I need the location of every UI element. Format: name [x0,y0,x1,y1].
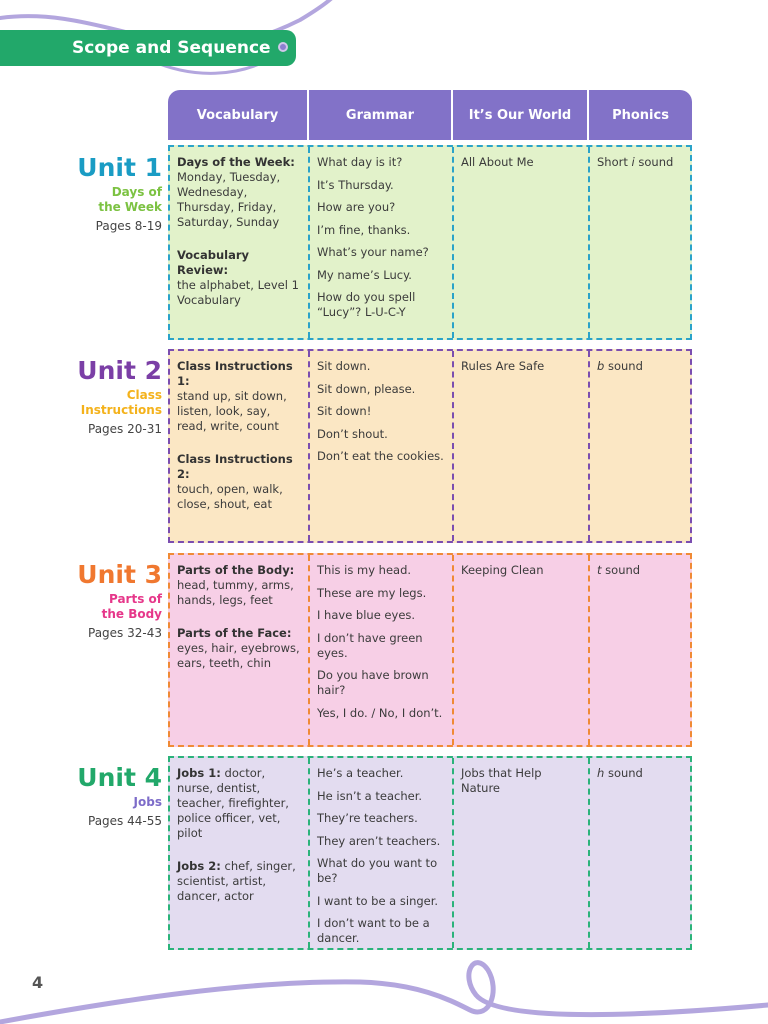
phonics-post: sound [601,563,641,577]
vocab-title: Class Instructions 1: [177,359,293,388]
grammar-cell [310,147,454,338]
header-vocabulary: Vocabulary [168,90,309,140]
vocab-text: head, tummy, arms, hands, legs, feet [177,578,294,607]
grammar-cell [310,555,454,745]
unit-2-row [168,349,692,543]
phonics-cell [590,351,690,541]
vocabulary-cell [170,351,310,541]
vocabulary-cell [170,758,310,948]
grammar-line: They aren’t teachers. [317,833,441,848]
table-header [168,90,692,140]
grammar-line: I’m fine, thanks. [317,222,411,237]
vocab-title: Jobs 1: [177,766,221,780]
grammar-line: What’s your name? [317,245,429,259]
vocab-text: doctor, nurse, dentist, teacher, firefighter, police officer, vet, pilot [177,766,289,840]
section-banner [0,30,296,66]
banner-knob-icon [278,42,288,52]
unit-title: Unit 2 [77,356,162,385]
phonics-pre: Short [597,155,632,169]
unit-title: Unit 3 [77,560,162,589]
phonics-letter: h [597,766,605,780]
vocab-text: eyes, hair, eyebrows, ears, teeth, chin [177,641,300,670]
phonics-letter: t [597,563,602,577]
vocab-title: Jobs 2: [177,859,221,873]
vocab-text: stand up, sit down, listen, look, say, read, write, count [177,389,287,433]
grammar-cell [310,758,454,948]
phonics-cell [590,147,690,338]
grammar-line: How are you? [317,200,396,214]
unit-3-row [168,553,692,747]
grammar-cell [310,351,454,541]
grammar-line: Sit down, please. [317,381,416,396]
our-world-cell: All About Me [454,147,590,338]
header-grammar: Grammar [309,90,453,140]
grammar-line: Don’t eat the cookies. [317,449,444,463]
vocabulary-cell [170,555,310,745]
grammar-line: He isn’t a teacher. [317,788,423,803]
unit-subtitle: Class Instructions [80,388,162,417]
our-world-cell: Rules Are Safe [454,351,590,541]
our-world-cell: Jobs that Help Nature [454,758,590,948]
grammar-line: I want to be a singer. [317,893,439,908]
grammar-line: What day is it? [317,155,403,169]
grammar-line: I don’t have green eyes. [317,630,423,660]
grammar-line: What do you want to be? [317,856,438,885]
unit-title: Unit 1 [77,153,162,182]
vocab-title: Vocabulary Review: [177,248,250,277]
vocab-text: chef, singer, scientist, artist, dancer, actor [177,859,296,903]
vocabulary-cell [170,147,310,338]
unit-title: Unit 4 [77,763,162,792]
grammar-line: How do you spell “Lucy”? L-U-C-Y [317,290,416,319]
vocab-title: Days of the Week: [177,155,295,169]
grammar-line: I don’t want to be a dancer. [317,916,430,945]
grammar-line: These are my legs. [317,585,427,600]
unit-pages: Pages 32-43 [88,626,162,640]
phonics-post: sound [634,155,674,169]
our-world-cell: Keeping Clean [454,555,590,745]
page-number: 4 [32,973,44,992]
header-our-world: It’s Our World [453,90,589,140]
grammar-line: Sit down! [317,404,372,418]
vocab-title: Parts of the Body: [177,563,295,577]
vocab-title: Parts of the Face: [177,626,292,640]
vocab-text: Monday, Tuesday, Wednesday, Thursday, Friday, Saturday, Sunday [177,170,281,229]
phonics-post: sound [604,766,643,780]
grammar-line: My name’s Lucy. [317,267,412,282]
unit-1-label [60,153,162,234]
phonics-post: sound [604,359,643,373]
header-phonics: Phonics [612,107,669,123]
grammar-line: Yes, I do. / No, I don’t. [317,705,443,720]
unit-3-label [60,560,162,641]
unit-subtitle: Parts of the Body [101,592,162,621]
grammar-line: Don’t shout. [317,426,388,441]
unit-pages: Pages 20-31 [88,422,162,436]
grammar-line: It’s Thursday. [317,177,394,192]
grammar-line: Sit down. [317,359,371,373]
phonics-letter: i [631,155,635,169]
unit-2-label [60,356,162,437]
unit-1-row [168,145,692,340]
grammar-line: This is my head. [317,563,412,577]
banner-title: Scope and Sequence [72,38,271,58]
grammar-line: I have blue eyes. [317,608,416,622]
phonics-cell [590,758,690,948]
vocab-text: touch, open, walk, close, shout, eat [177,482,283,511]
unit-subtitle: Jobs [133,795,162,809]
phonics-cell [590,555,690,745]
grammar-line: They’re teachers. [317,811,418,825]
vocab-title: Class Instructions 2: [177,452,293,481]
unit-subtitle: Days of the Week [98,185,162,214]
vocab-text: the alphabet, Level 1 Vocabulary [177,278,299,307]
unit-pages: Pages 44-55 [88,814,162,828]
phonics-letter: b [597,359,605,373]
unit-4-row [168,756,692,950]
grammar-line: He’s a teacher. [317,766,404,780]
unit-pages: Pages 8-19 [95,219,162,233]
unit-4-label [60,763,162,829]
grammar-line: Do you have brown hair? [317,668,429,697]
